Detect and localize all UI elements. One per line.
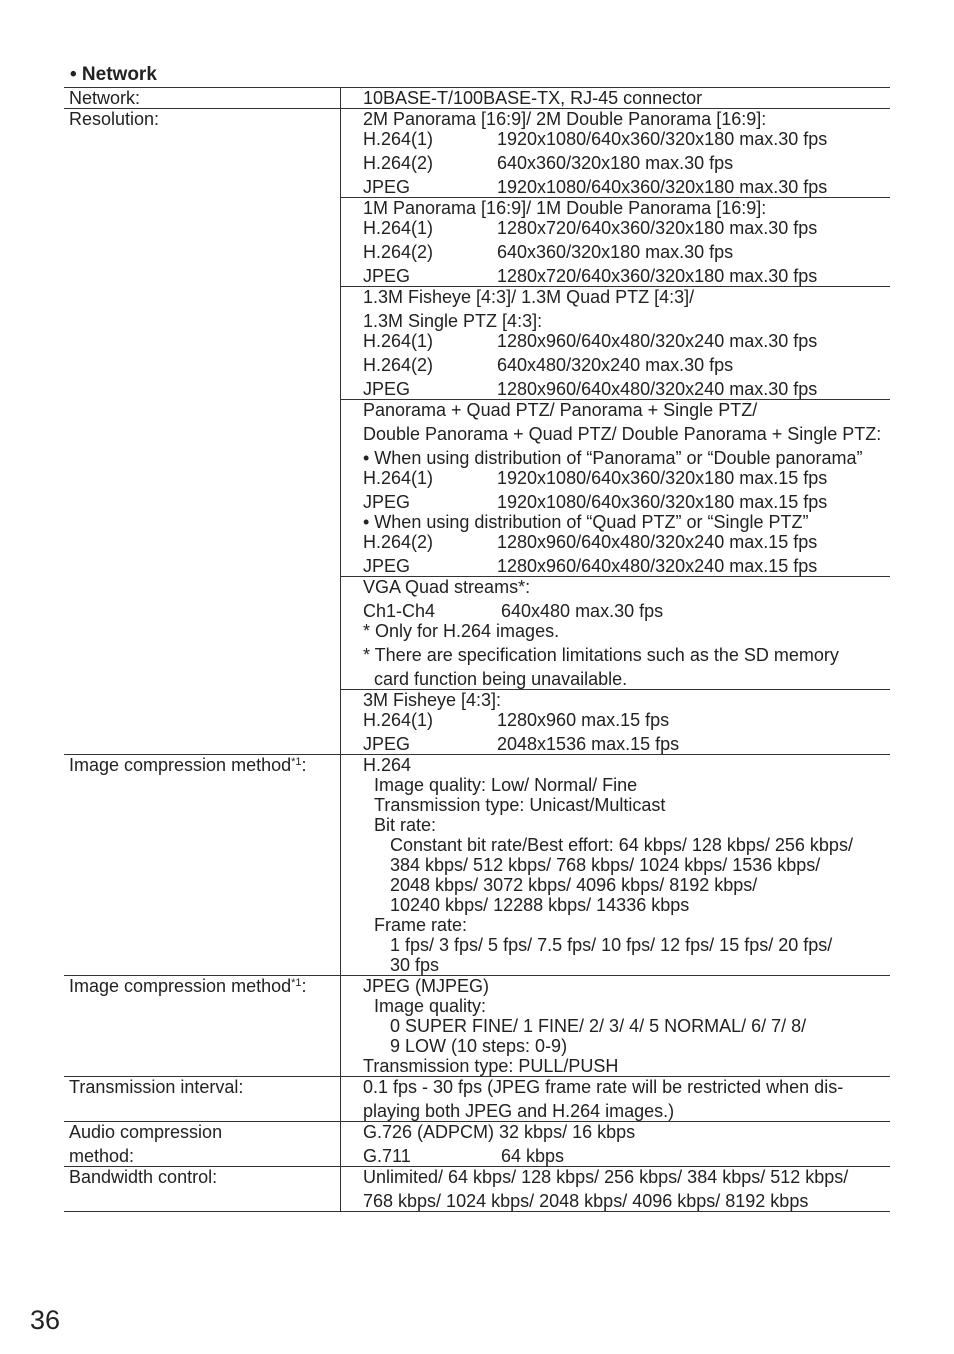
spec-line: Unlimited/ 64 kbps/ 128 kbps/ 256 kbps/ 384 kbps/ 512 kbps/ xyxy=(363,1167,849,1187)
spec-line: H.264(2) 640x360/320x180 max.30 fps xyxy=(363,242,734,262)
group-title: 1.3M Single PTZ [4:3]: xyxy=(363,311,543,331)
spec-line: H.264(1) 1280x720/640x360/320x180 max.30 fps xyxy=(363,218,818,238)
spec-line: H.264 xyxy=(363,755,412,775)
spec-line: Transmission type: Unicast/Multicast xyxy=(374,795,666,815)
spec-line: JPEG 2048x1536 max.15 fps xyxy=(363,734,680,754)
spec-line: 10240 kbps/ 12288 kbps/ 14336 kbps xyxy=(390,895,690,915)
spec-line: G.726 (ADPCM) 32 kbps/ 16 kbps xyxy=(363,1122,636,1142)
spec-line: 0 SUPER FINE/ 1 FINE/ 2/ 3/ 4/ 5 NORMAL/ 6/ 7/ 8/ xyxy=(390,1016,807,1036)
spec-line: 2048 kbps/ 3072 kbps/ 4096 kbps/ 8192 kbps/ xyxy=(390,875,758,895)
group-title: 1.3M Fisheye [4:3]/ 1.3M Quad PTZ [4:3]/ xyxy=(363,287,695,307)
resolution-label: Resolution: xyxy=(69,109,160,129)
note-line: • When using distribution of “Quad PTZ” or “Single PTZ” xyxy=(363,512,809,532)
spec-line: H.264(1) 1280x960 max.15 fps xyxy=(363,710,670,730)
note-line: • When using distribution of “Panorama” or “Double panorama” xyxy=(363,448,863,468)
spec-line: H.264(1) 1920x1080/640x360/320x180 max.15 fps xyxy=(363,468,828,488)
spec-line: Image quality: Low/ Normal/ Fine xyxy=(374,775,638,795)
row-resolution-2m xyxy=(64,109,890,198)
row-compression-jpeg xyxy=(64,976,890,1077)
spec-line: G.711 64 kbps xyxy=(363,1146,565,1166)
group-title: 1M Panorama [16:9]/ 1M Double Panorama [16:9]: xyxy=(363,198,767,218)
group-title: 3M Fisheye [4:3]: xyxy=(363,690,502,710)
group-title: VGA Quad streams*: xyxy=(363,577,531,597)
section-heading: • Network xyxy=(70,64,157,85)
note-line: card function being unavailable. xyxy=(374,669,628,689)
spec-line: Frame rate: xyxy=(374,915,468,935)
network-label: Network: xyxy=(69,88,141,108)
spec-line: H.264(2) 1280x960/640x480/320x240 max.15 fps xyxy=(363,532,818,552)
spec-line: Ch1-Ch4 640x480 max.30 fps xyxy=(363,601,664,621)
spec-line: playing both JPEG and H.264 images.) xyxy=(363,1101,675,1121)
page-number: 36 xyxy=(30,1305,61,1335)
audio-label: Audio compression xyxy=(69,1122,223,1142)
spec-line: JPEG (MJPEG) xyxy=(363,976,490,996)
network-spec-table xyxy=(64,87,890,1212)
spec-line: H.264(2) 640x480/320x240 max.30 fps xyxy=(363,355,734,375)
group-title: Double Panorama + Quad PTZ/ Double Panorama + Single PTZ: xyxy=(363,424,882,444)
spec-line: Bit rate: xyxy=(374,815,437,835)
spec-line: Transmission type: PULL/PUSH xyxy=(363,1056,619,1076)
spec-line: 9 LOW (10 steps: 0-9) xyxy=(390,1036,568,1056)
spec-line: Image quality: xyxy=(374,996,487,1016)
spec-line: JPEG 1920x1080/640x360/320x180 max.30 fps xyxy=(363,177,828,197)
spec-line: 768 kbps/ 1024 kbps/ 2048 kbps/ 4096 kbps/ 8192 kbps xyxy=(363,1191,809,1211)
spec-line: H.264(1) 1920x1080/640x360/320x180 max.30 fps xyxy=(363,129,828,149)
spec-line: 1 fps/ 3 fps/ 5 fps/ 7.5 fps/ 10 fps/ 12 fps/ 15 fps/ 20 fps/ xyxy=(390,935,833,955)
spec-line: 30 fps xyxy=(390,955,440,975)
compression-label: Image compression method$^{*1}$: xyxy=(69,755,307,775)
note-line: * There are specification limitations such as the SD memory xyxy=(363,645,839,665)
compression-label: Image compression method$^{*1}$: xyxy=(69,976,307,996)
spec-line: H.264(2) 640x360/320x180 max.30 fps xyxy=(363,153,734,173)
note-line: * Only for H.264 images. xyxy=(363,621,560,641)
spec-line: 0.1 fps - 30 fps (JPEG frame rate will be restricted when dis- xyxy=(363,1077,844,1097)
group-title: Panorama + Quad PTZ/ Panorama + Single PTZ/ xyxy=(363,400,758,420)
group-title: 2M Panorama [16:9]/ 2M Double Panorama [16:9]: xyxy=(363,109,767,129)
spec-line: 384 kbps/ 512 kbps/ 768 kbps/ 1024 kbps/ 1536 kbps/ xyxy=(390,855,821,875)
row-transmission-interval xyxy=(64,1077,890,1122)
row-bandwidth-control xyxy=(64,1167,890,1212)
row-compression-h264 xyxy=(64,755,890,976)
row-audio-compression xyxy=(64,1122,890,1167)
bandwidth-label: Bandwidth control: xyxy=(69,1167,218,1187)
spec-line: JPEG 1920x1080/640x360/320x180 max.15 fps xyxy=(363,492,828,512)
spec-line: Constant bit rate/Best effort: 64 kbps/ 128 kbps/ 256 kbps/ xyxy=(390,835,853,855)
row-network xyxy=(64,88,890,109)
spec-line: H.264(1) 1280x960/640x480/320x240 max.30 fps xyxy=(363,331,818,351)
network-value: 10BASE-T/100BASE-TX, RJ-45 connector xyxy=(363,88,703,108)
spec-line: JPEG 1280x960/640x480/320x240 max.15 fps xyxy=(363,556,818,576)
audio-label: method: xyxy=(69,1146,135,1166)
spec-line: JPEG 1280x720/640x360/320x180 max.30 fps xyxy=(363,266,818,286)
spec-line: JPEG 1280x960/640x480/320x240 max.30 fps xyxy=(363,379,818,399)
transmission-interval-label: Transmission interval: xyxy=(69,1077,244,1097)
